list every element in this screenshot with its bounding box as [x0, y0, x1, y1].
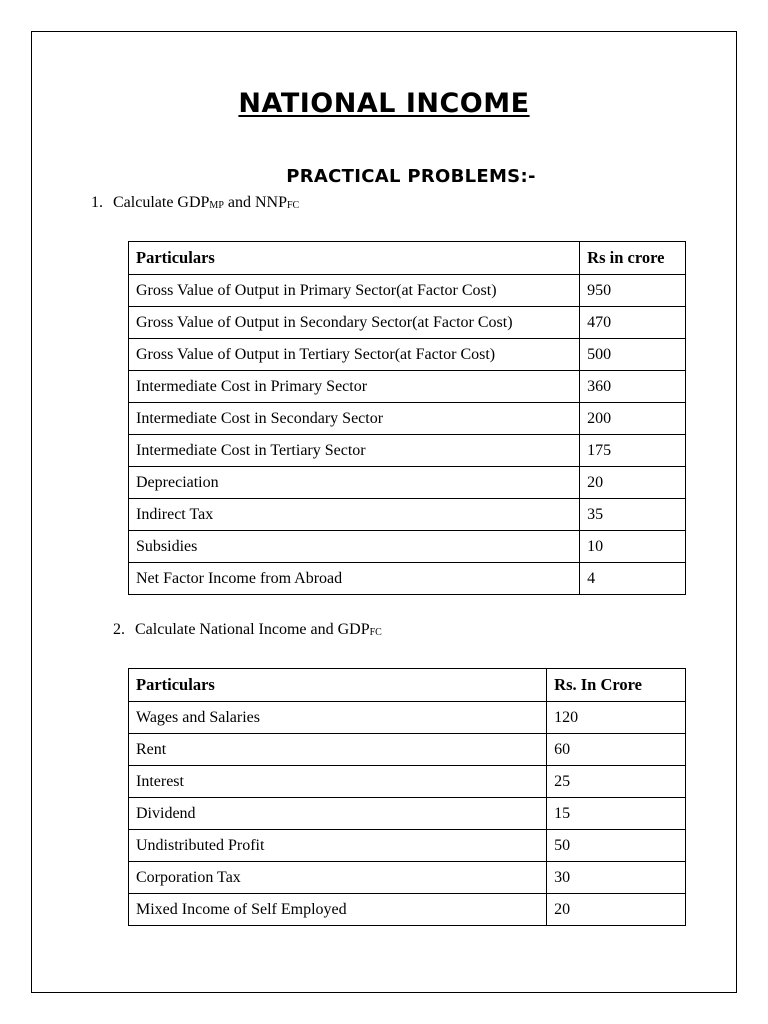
question-1-sub-a: MP: [209, 200, 224, 211]
amount-cell: 25: [547, 766, 686, 798]
amount-cell: 950: [580, 275, 686, 307]
particular-cell: Net Factor Income from Abroad: [129, 563, 580, 595]
section-subtitle: PRACTICAL PROBLEMS:-: [286, 166, 536, 187]
table-row: [129, 830, 686, 862]
particular-cell: Interest: [129, 766, 547, 798]
amount-cell: 35: [580, 499, 686, 531]
table-row: [129, 467, 686, 499]
amount-cell: 20: [580, 467, 686, 499]
particular-cell: Subsidies: [129, 531, 580, 563]
particular-cell: Mixed Income of Self Employed: [129, 894, 547, 926]
particular-cell: Gross Value of Output in Primary Sector(at Factor Cost): [129, 275, 580, 307]
particular-cell: Gross Value of Output in Secondary Sector(at Factor Cost): [129, 307, 580, 339]
question-1-sub-b: FC: [286, 200, 300, 211]
amount-cell: 4: [580, 563, 686, 595]
particular-cell: Intermediate Cost in Primary Sector: [129, 371, 580, 403]
question-1-text-a: Calculate GDP: [113, 194, 210, 211]
amount-cell: 200: [580, 403, 686, 435]
table-row: [129, 403, 686, 435]
amount-cell: 175: [580, 435, 686, 467]
amount-cell: 15: [547, 798, 686, 830]
table-header-row: [129, 669, 686, 702]
amount-cell: 20: [547, 894, 686, 926]
particular-cell: Indirect Tax: [129, 499, 580, 531]
question-1: [91, 194, 299, 212]
table-question-1: [128, 241, 686, 595]
amount-cell: 60: [547, 734, 686, 766]
particular-cell: Intermediate Cost in Secondary Sector: [129, 403, 580, 435]
table-row: [129, 275, 686, 307]
table-row: [129, 734, 686, 766]
particular-cell: Dividend: [129, 798, 547, 830]
column-header-amount: Rs. In Crore: [547, 669, 686, 702]
table-row: [129, 894, 686, 926]
table-row: [129, 862, 686, 894]
table-row: [129, 563, 686, 595]
table-row: [129, 339, 686, 371]
table-row: [129, 499, 686, 531]
table-row: [129, 371, 686, 403]
table-row: [129, 307, 686, 339]
column-header-amount: Rs in crore: [580, 242, 686, 275]
particular-cell: Intermediate Cost in Tertiary Sector: [129, 435, 580, 467]
question-1-text-b: and NNP: [223, 194, 287, 211]
page-title: NATIONAL INCOME: [238, 88, 530, 119]
question-2-number: 2.: [113, 621, 125, 638]
amount-cell: 30: [547, 862, 686, 894]
particular-cell: Gross Value of Output in Tertiary Sector(at Factor Cost): [129, 339, 580, 371]
amount-cell: 10: [580, 531, 686, 563]
table-question-2: [128, 668, 686, 926]
table-row: [129, 435, 686, 467]
amount-cell: 470: [580, 307, 686, 339]
question-2: [113, 621, 382, 639]
table-row: [129, 702, 686, 734]
amount-cell: 500: [580, 339, 686, 371]
table-row: [129, 798, 686, 830]
particular-cell: Wages and Salaries: [129, 702, 547, 734]
question-2-text-a: Calculate National Income and GDP: [135, 621, 370, 638]
column-header-particulars: Particulars: [129, 669, 547, 702]
table-header-row: [129, 242, 686, 275]
particular-cell: Corporation Tax: [129, 862, 547, 894]
amount-cell: 360: [580, 371, 686, 403]
question-1-number: 1.: [91, 194, 103, 211]
question-2-sub-a: FC: [369, 627, 382, 638]
table-row: [129, 766, 686, 798]
particular-cell: Rent: [129, 734, 547, 766]
particular-cell: Undistributed Profit: [129, 830, 547, 862]
column-header-particulars: Particulars: [129, 242, 580, 275]
particular-cell: Depreciation: [129, 467, 580, 499]
amount-cell: 50: [547, 830, 686, 862]
table-row: [129, 531, 686, 563]
amount-cell: 120: [547, 702, 686, 734]
